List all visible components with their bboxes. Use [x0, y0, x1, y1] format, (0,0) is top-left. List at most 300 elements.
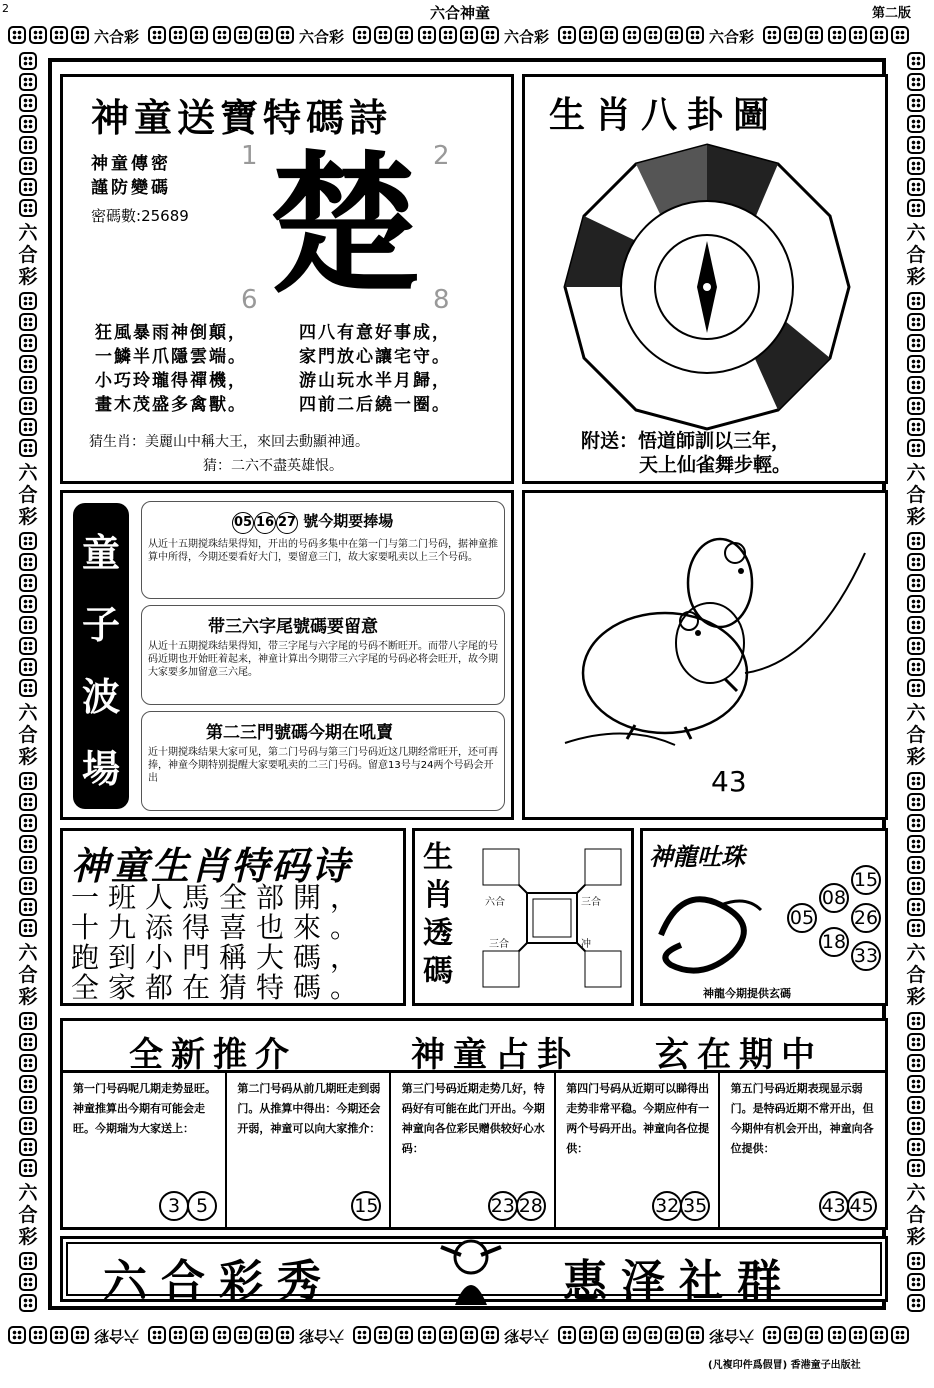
- section-text: 从近十五期搅珠结果得知，开出的号码多集中在第一门与第二门号码，据神童推算中所得，今期还要看好大门，要留意三门，故大家要吼卖以上三个号码。: [148, 539, 498, 563]
- border-char: 合: [906, 484, 926, 506]
- tou-char: 碼: [423, 954, 453, 989]
- number-circle: 5: [187, 1191, 217, 1221]
- tou-label: 三合: [581, 897, 601, 908]
- section-heading: 號今期要捧場: [303, 512, 394, 530]
- border-char: 合: [18, 964, 38, 986]
- code-value: 25689: [141, 207, 189, 225]
- dice-icon: [907, 595, 925, 613]
- dice-icon: [907, 898, 925, 916]
- gua-text: 第三门号码近期走势几好，特码好有可能在此门开出。今期神童向各位彩民赠供较好心水码：: [401, 1082, 545, 1155]
- border-label-vertical: [898, 702, 934, 768]
- dice-icon: [19, 877, 37, 895]
- poem-line: 小巧玲瓏得禪機，: [95, 371, 247, 391]
- border-char: 彩: [906, 506, 926, 528]
- poem-line: 畫木茂盛多禽獸。: [95, 395, 247, 415]
- number-circle: 3: [159, 1191, 189, 1221]
- dice-icon: [907, 376, 925, 394]
- dice-icon: [234, 1326, 252, 1344]
- dice-icon: [255, 1326, 273, 1344]
- dice-icon: [907, 1252, 925, 1270]
- tou-title: [423, 839, 455, 991]
- dice-icon: [19, 679, 37, 697]
- gua-numbers: [161, 1191, 217, 1221]
- dice-icon: [623, 26, 641, 44]
- footer-left-title: 六合彩秀: [103, 1256, 335, 1307]
- gua-numbers: [654, 1191, 710, 1221]
- dice-icon: [558, 1326, 576, 1344]
- tou-char: 生: [423, 840, 453, 875]
- footer-band: [60, 1236, 888, 1307]
- dice-icon: [8, 1326, 26, 1344]
- dice-icon: [19, 1096, 37, 1114]
- bagua-note-label: 附送：: [581, 430, 639, 452]
- copy-warning: (凡複印件爲假冒): [708, 1360, 788, 1371]
- tongzi-section-3: [141, 711, 505, 811]
- dice-icon: [19, 199, 37, 217]
- riddle-glyph: 楚: [268, 135, 420, 314]
- dice-icon: [907, 94, 925, 112]
- border-label: 六合彩: [94, 1327, 140, 1345]
- bagua-diagram: [561, 141, 853, 433]
- dice-icon: [907, 1096, 925, 1114]
- dice-icon: [907, 1054, 925, 1072]
- dice-icon: [19, 814, 37, 832]
- bagua-note: [581, 429, 791, 477]
- dice-icon: [644, 26, 662, 44]
- dice-icon: [19, 835, 37, 853]
- dice-icon: [255, 26, 273, 44]
- mascot: [431, 1235, 511, 1307]
- dice-icon: [763, 1326, 781, 1344]
- dice-icon: [686, 26, 704, 44]
- dice-icon: [19, 1117, 37, 1135]
- border-label-vertical: [898, 462, 934, 528]
- dice-icon: [19, 919, 37, 937]
- dice-icon: [907, 292, 925, 310]
- dice-icon: [784, 26, 802, 44]
- edition-label: 第二版: [872, 6, 912, 21]
- banner-item: 玄在期中: [655, 1035, 823, 1075]
- dice-icon: [148, 1326, 166, 1344]
- gua-numbers: [821, 1191, 877, 1221]
- dice-icon: [19, 616, 37, 634]
- dice-icon: [418, 26, 436, 44]
- dice-icon: [828, 26, 846, 44]
- dice-icon: [213, 26, 231, 44]
- mouse-number: 43: [711, 765, 747, 798]
- dice-icon: [276, 26, 294, 44]
- dice-icon: [907, 313, 925, 331]
- dice-icon: [374, 26, 392, 44]
- number-circle: 23: [488, 1191, 518, 1221]
- corner-digit-6: 6: [241, 285, 258, 315]
- dice-icon: [558, 26, 576, 44]
- corner-mark: 2: [2, 2, 9, 15]
- side-char: 子: [81, 603, 120, 647]
- border-char: 合: [906, 1204, 926, 1226]
- border-label: 六合彩: [709, 28, 755, 46]
- dice-icon: [907, 1273, 925, 1291]
- dice-icon: [481, 26, 499, 44]
- dice-icon: [870, 26, 888, 44]
- border-char: 合: [906, 724, 926, 746]
- poem-line: 一鱗半爪隱雲端。: [95, 347, 247, 367]
- border-label: 六合彩: [299, 1327, 345, 1345]
- dice-icon: [190, 1326, 208, 1344]
- bagua-note-line: 天上仙雀舞步輕。: [639, 454, 792, 476]
- dragon-box: [640, 828, 888, 1006]
- dice-icon: [600, 26, 618, 44]
- dice-icon: [169, 1326, 187, 1344]
- dice-icon: [19, 898, 37, 916]
- corner-digit-2: 2: [433, 141, 450, 171]
- border-char: 彩: [906, 746, 926, 768]
- tou-diagram: [477, 843, 627, 993]
- page-title: 六合神童: [430, 4, 491, 22]
- poem-aside-2: 謹防變碼: [91, 178, 171, 198]
- dice-icon: [907, 199, 925, 217]
- dice-icon: [907, 334, 925, 352]
- border-label-vertical: [10, 702, 46, 768]
- dice-icon: [19, 397, 37, 415]
- dice-icon: [19, 355, 37, 373]
- poem-line: 全家都在猜特碼。: [71, 971, 368, 1004]
- dragon-title: 神龍吐珠: [649, 842, 745, 871]
- dice-icon: [418, 1326, 436, 1344]
- tongzi-side-title: [73, 503, 129, 809]
- gua-numbers: [353, 1191, 381, 1221]
- poem-line: 游山玩水半月歸，: [299, 371, 451, 391]
- dice-icon: [907, 1117, 925, 1135]
- dice-icon: [907, 679, 925, 697]
- tongzi-box: [60, 490, 514, 820]
- tou-box: [412, 828, 634, 1006]
- dice-icon: [907, 1159, 925, 1177]
- poem-line: 一班人馬全部開，: [71, 881, 368, 914]
- dice-icon: [19, 334, 37, 352]
- border-char: 六: [906, 942, 926, 964]
- border-label: 六合彩: [709, 1327, 755, 1345]
- dice-icon: [374, 1326, 392, 1344]
- dice-icon: [19, 292, 37, 310]
- border-char: 六: [906, 462, 926, 484]
- border-char: 六: [18, 942, 38, 964]
- shengxiao-poem-lines: [71, 883, 367, 1003]
- dice-icon: [460, 26, 478, 44]
- dice-icon: [907, 772, 925, 790]
- dice-icon: [19, 658, 37, 676]
- bagua-title: 生肖八卦圖: [549, 94, 780, 136]
- dice-icon: [849, 1326, 867, 1344]
- border-label-vertical: [898, 942, 934, 1008]
- dice-icon: [907, 1294, 925, 1312]
- dice-icon: [19, 1138, 37, 1156]
- dice-icon: [439, 1326, 457, 1344]
- dice-icon: [19, 793, 37, 811]
- poem-aside-1: 神童傳密: [91, 154, 171, 174]
- dice-icon: [19, 1012, 37, 1030]
- dice-icon: [353, 1326, 371, 1344]
- tongzi-section-1: [141, 501, 505, 599]
- border-label: 六合彩: [94, 28, 140, 46]
- border-label-vertical: [10, 462, 46, 528]
- number-circle: 15: [351, 1191, 381, 1221]
- dice-icon: [907, 532, 925, 550]
- dice-icon: [907, 856, 925, 874]
- dice-icon: [439, 26, 457, 44]
- dice-icon: [907, 616, 925, 634]
- border-label: 六合彩: [504, 1327, 550, 1345]
- dice-icon: [623, 1326, 641, 1344]
- dice-icon: [907, 178, 925, 196]
- border-char: 合: [18, 244, 38, 266]
- code-row: [91, 205, 189, 226]
- guess-line: 猜生肖：美麗山中稱大王，來回去動顯神通。: [89, 434, 369, 450]
- number-circle: 05: [232, 512, 254, 534]
- dice-icon: [907, 637, 925, 655]
- border-char: 彩: [18, 986, 38, 1008]
- dice-icon: [213, 1326, 231, 1344]
- section-heading: 带三六字尾號碼要留意: [208, 617, 378, 637]
- side-char: 童: [81, 531, 120, 575]
- border-char: 彩: [906, 986, 926, 1008]
- dice-icon: [907, 877, 925, 895]
- dice-icon: [907, 157, 925, 175]
- side-char: 波: [81, 675, 120, 719]
- dice-icon: [805, 26, 823, 44]
- border-label: 六合彩: [504, 28, 550, 46]
- dice-icon: [19, 1075, 37, 1093]
- section-heading: 第二三門號碼今期在吼賣: [206, 723, 393, 743]
- dice-icon: [19, 1054, 37, 1072]
- dice-icon: [395, 26, 413, 44]
- poem-line: 四八有意好事成，: [299, 323, 451, 343]
- dice-icon: [907, 52, 925, 70]
- footer-note: [708, 1356, 861, 1371]
- dice-icon: [907, 793, 925, 811]
- dice-icon: [19, 637, 37, 655]
- dice-icon: [644, 1326, 662, 1344]
- poem-title: 神童送寶特碼詩: [91, 95, 393, 140]
- bagua-box: [522, 74, 888, 484]
- border-char: 六: [18, 462, 38, 484]
- border-char: 合: [18, 724, 38, 746]
- dice-icon: [50, 26, 68, 44]
- dice-icon: [19, 418, 37, 436]
- corner-digit-8: 8: [433, 285, 450, 315]
- dice-icon: [891, 26, 909, 44]
- poem-line: 跑到小門稱大碼，: [71, 941, 368, 974]
- border-char: 彩: [18, 1226, 38, 1248]
- mouse-ink-drawing: [535, 513, 875, 753]
- tou-label: 六合: [485, 897, 505, 908]
- dragon-ball: 26: [851, 903, 881, 933]
- number-circle: 45: [847, 1191, 877, 1221]
- dice-icon: [148, 26, 166, 44]
- dice-icon: [50, 1326, 68, 1344]
- dragon-caption: 神龍今期提供玄碼: [703, 987, 791, 1000]
- dice-icon: [8, 26, 26, 44]
- tou-char: 透: [423, 916, 453, 951]
- dice-icon: [579, 26, 597, 44]
- dice-icon: [686, 1326, 704, 1344]
- dice-icon: [907, 355, 925, 373]
- dice-icon: [891, 1326, 909, 1344]
- border-char: 六: [906, 702, 926, 724]
- dice-icon: [665, 1326, 683, 1344]
- dice-icon: [481, 1326, 499, 1344]
- banner-item: 神童占卦: [411, 1035, 579, 1075]
- gua-text: 第一门号码呢几期走势显旺。神童推算出今期有可能会走旺。今期瑞为大家送上：: [73, 1082, 216, 1135]
- gua-box: [60, 1018, 888, 1230]
- poem-left-lines: [95, 321, 247, 417]
- tongzi-section-2: [141, 605, 505, 705]
- dragon-ball: 18: [819, 927, 849, 957]
- border-char: 六: [906, 1182, 926, 1204]
- dice-icon: [907, 1075, 925, 1093]
- border-char: 彩: [906, 266, 926, 288]
- guess-line-2: 猜：二六不盡英雄恨。: [203, 458, 343, 474]
- gua-column: [721, 1073, 885, 1227]
- dice-icon: [19, 1273, 37, 1291]
- dragon-ball: 05: [787, 903, 817, 933]
- publisher: 香港童子出版社: [790, 1360, 861, 1371]
- number-circle: 35: [680, 1191, 710, 1221]
- dice-icon: [29, 1326, 47, 1344]
- dragon-ink-drawing: [651, 875, 771, 985]
- dice-icon: [907, 574, 925, 592]
- dice-icon: [19, 313, 37, 331]
- dice-icon: [29, 26, 47, 44]
- border-char: 彩: [18, 506, 38, 528]
- dice-icon: [907, 553, 925, 571]
- dice-icon: [19, 178, 37, 196]
- gua-text: 第五门号码近期表现显示弱门。是特码近期不常开出，但今期仲有机会开出，神童向各位提供：: [730, 1082, 874, 1155]
- dice-icon: [19, 1033, 37, 1051]
- dice-icon: [907, 919, 925, 937]
- border-label-vertical: [10, 942, 46, 1008]
- mouse-box: [522, 490, 888, 820]
- border-char: 合: [18, 1204, 38, 1226]
- border-char: 合: [18, 484, 38, 506]
- dice-icon: [907, 439, 925, 457]
- number-circle: 28: [516, 1191, 546, 1221]
- dice-icon: [19, 553, 37, 571]
- dice-icon: [19, 94, 37, 112]
- dice-icon: [907, 73, 925, 91]
- dice-icon: [849, 26, 867, 44]
- dice-icon: [395, 1326, 413, 1344]
- border-label-vertical: [898, 1182, 934, 1248]
- section-text: 近十期搅珠结果大家可见，第二门号码与第三门号码近这几期经常旺开，还可再捧，神童今期特别提醒大家要吼卖的二三门号码。留意13号与24两个号码会开出: [148, 747, 498, 784]
- dice-icon: [907, 658, 925, 676]
- dice-icon: [907, 397, 925, 415]
- dragon-ball: 33: [851, 941, 881, 971]
- border-char: 彩: [18, 266, 38, 288]
- poem-line: 四前二后繞一圈。: [299, 395, 451, 415]
- bagua-note-line: 悟道師訓以三年，: [638, 430, 791, 452]
- gua-column: [63, 1073, 227, 1227]
- poem-box: [60, 74, 514, 484]
- gua-column: [392, 1073, 556, 1227]
- border-label-vertical: [10, 222, 46, 288]
- dice-icon: [784, 1326, 802, 1344]
- dice-icon: [353, 26, 371, 44]
- dice-icon: [665, 26, 683, 44]
- border-char: 彩: [906, 1226, 926, 1248]
- banner-item: 全新推介: [129, 1035, 297, 1075]
- dice-icon: [907, 835, 925, 853]
- tou-label: 冲: [581, 939, 591, 950]
- dice-icon: [19, 73, 37, 91]
- poem-right-lines: [299, 321, 451, 417]
- gua-banner: [63, 1021, 885, 1073]
- dice-icon: [907, 1033, 925, 1051]
- dice-icon: [907, 1012, 925, 1030]
- corner-digit-1: 1: [241, 141, 258, 171]
- dragon-ball: 15: [851, 865, 881, 895]
- border-label-vertical: [10, 1182, 46, 1248]
- dice-icon: [600, 1326, 618, 1344]
- dice-icon: [19, 52, 37, 70]
- poem-line: 家門放心讓宅守。: [299, 347, 451, 367]
- tou-char: 肖: [423, 878, 453, 913]
- dice-icon: [190, 26, 208, 44]
- code-label: 密碼數:: [91, 207, 142, 225]
- dice-icon: [907, 418, 925, 436]
- side-char: 場: [81, 747, 120, 791]
- gua-numbers: [490, 1191, 546, 1221]
- dice-icon: [71, 26, 89, 44]
- dice-icon: [907, 115, 925, 133]
- dice-icon: [763, 26, 781, 44]
- dice-icon: [19, 574, 37, 592]
- dice-icon: [169, 26, 187, 44]
- dice-icon: [907, 136, 925, 154]
- dragon-ball: 08: [819, 883, 849, 913]
- dice-icon: [19, 856, 37, 874]
- number-circle: 27: [276, 512, 298, 534]
- gua-text: 第四门号码从近期可以睇得出走势非常平稳。今期应仲有一两个号码开出。神童向各位提供：: [566, 1082, 710, 1155]
- shengxiao-poem-title: 神童生肖特码诗: [71, 843, 352, 888]
- footer-right-title: 惠泽社群: [563, 1256, 795, 1307]
- dice-icon: [828, 1326, 846, 1344]
- dice-icon: [19, 532, 37, 550]
- dice-icon: [276, 1326, 294, 1344]
- dice-icon: [19, 595, 37, 613]
- number-circle: 16: [254, 512, 276, 534]
- dice-icon: [870, 1326, 888, 1344]
- dice-icon: [19, 1252, 37, 1270]
- dice-icon: [19, 1294, 37, 1312]
- dice-icon: [19, 136, 37, 154]
- dice-icon: [71, 1326, 89, 1344]
- dice-icon: [19, 376, 37, 394]
- border-char: 六: [18, 702, 38, 724]
- border-label-vertical: [898, 222, 934, 288]
- dice-icon: [19, 439, 37, 457]
- gua-text: 第二门号码从前几期旺走到弱门。从推算中得出：今期还会开弱，神童可以向大家推介：: [237, 1082, 381, 1135]
- border-char: 合: [906, 244, 926, 266]
- dice-icon: [19, 1159, 37, 1177]
- poem-line: 十九添得喜也來。: [71, 911, 368, 944]
- dice-icon: [579, 1326, 597, 1344]
- dice-icon: [907, 814, 925, 832]
- dice-icon: [907, 1138, 925, 1156]
- shengxiao-poem-box: [60, 828, 406, 1006]
- gua-column: [227, 1073, 391, 1227]
- dice-icon: [460, 1326, 478, 1344]
